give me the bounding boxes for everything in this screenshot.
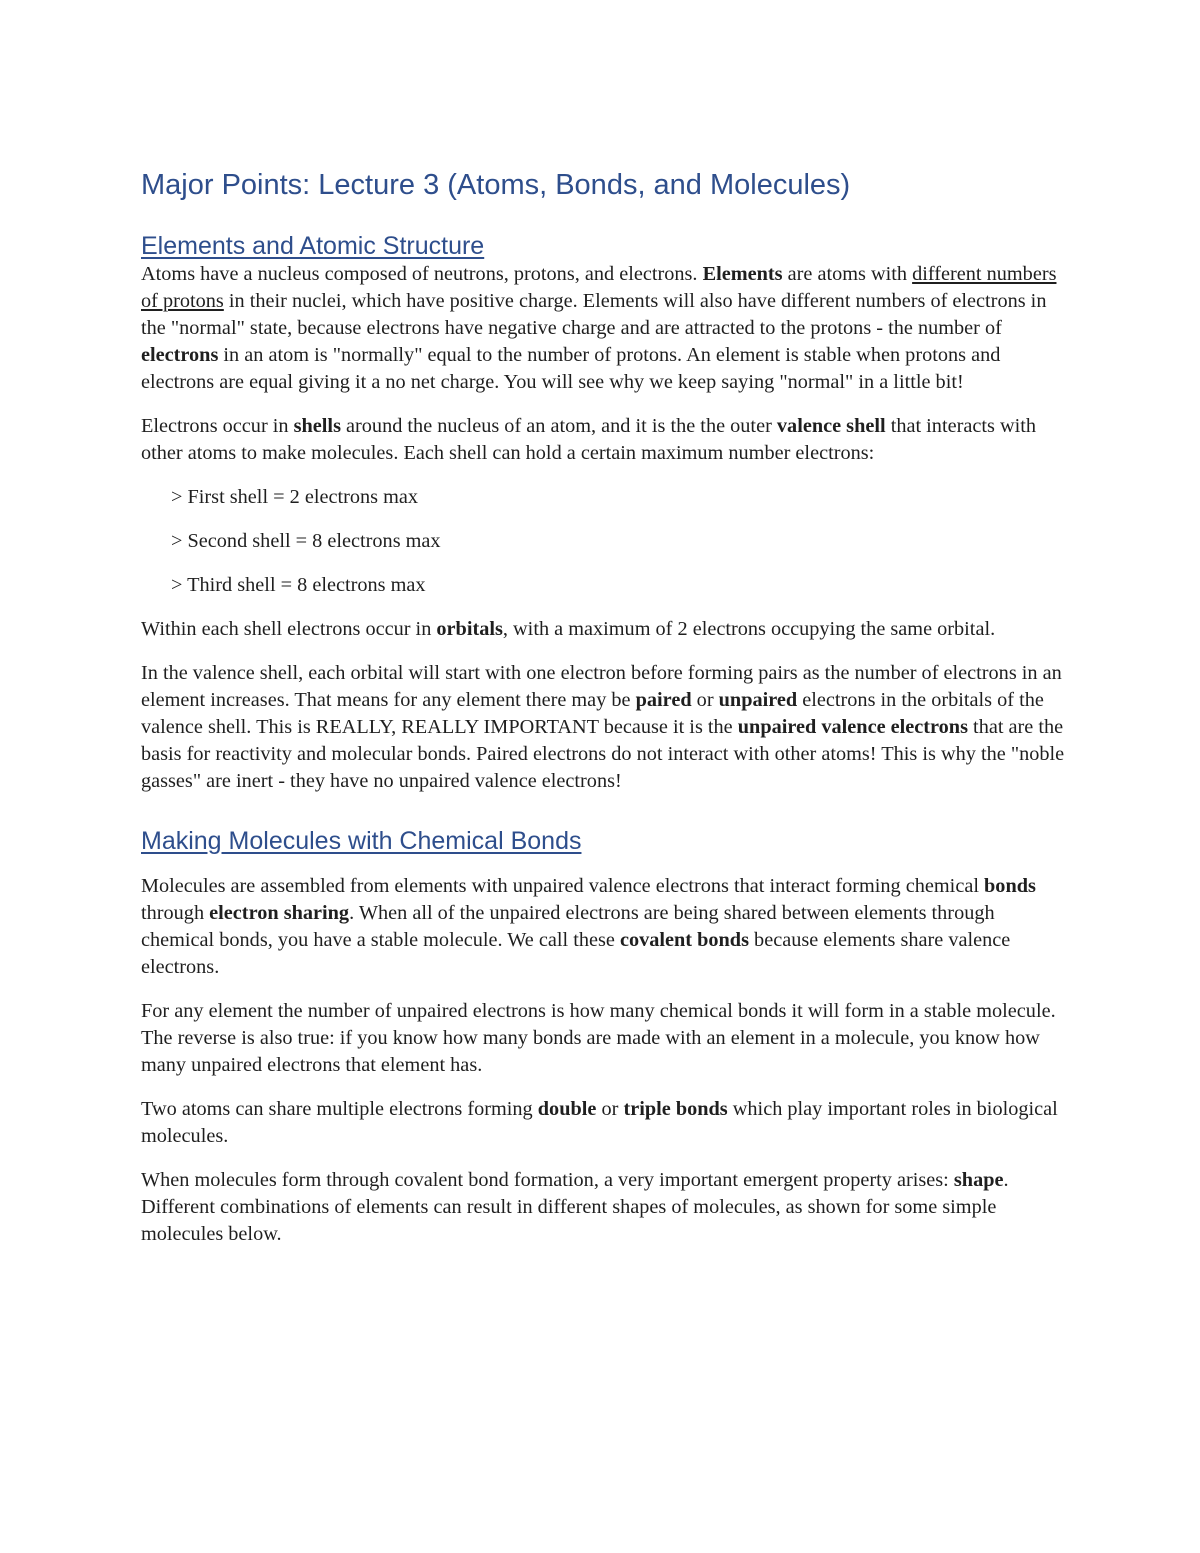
term-unpaired: unpaired (718, 689, 798, 711)
paragraph-orbitals: Within each shell electrons occur in orbitals, with a maximum of 2 electrons occupying the same orbital. (141, 618, 996, 640)
document-body (141, 166, 1066, 1265)
term-bonds: bonds (984, 875, 1036, 897)
term-shells: shells (293, 415, 341, 437)
section-heading-bonds: Making Molecules with Chemical Bonds (141, 827, 582, 855)
list-item: > Third shell = 8 electrons max (171, 574, 426, 596)
list-item: > Second shell = 8 electrons max (171, 530, 441, 552)
paragraph-unpaired-bonds: For any element the number of unpaired electrons is how many chemical bonds it will form in a stable molecule. The reverse is also true: if you know how many bonds are made with an element in a molecule, you know how many unpaired electrons that element has. (141, 1000, 1056, 1076)
term-unpaired-valence-electrons: unpaired valence electrons (737, 716, 968, 738)
term-valence-shell: valence shell (776, 415, 886, 437)
paragraph-molecules: Molecules are assembled from elements with unpaired valence electrons that interact forming chemical bonds through electron sharing. When all of the unpaired electrons are being shared between elements through chemical bonds, you have a stable molecule. We call these covalent bonds because elements share valence electrons. (141, 875, 1036, 978)
paragraph-atoms: Atoms have a nucleus composed of neutrons, protons, and electrons. Elements are atoms with different numbers of protons in their nuclei, which have positive charge. Elements will also have different numbers of electrons in the "normal" state, because electrons have negative charge and are attracted to the protons - the number of electrons in an atom is "normally" equal to the number of protons. An element is stable when protons and electrons are equal giving it a no net charge. You will see why we keep saying "normal" in a little bit! (141, 263, 1057, 393)
term-double: double (537, 1098, 597, 1120)
term-electrons: electrons (141, 344, 219, 366)
term-covalent-bonds: covalent bonds (619, 929, 749, 951)
page-title: Major Points: Lecture 3 (Atoms, Bonds, and Molecules) (141, 169, 851, 201)
term-elements: Elements (702, 263, 783, 285)
paragraph-valence: In the valence shell, each orbital will start with one electron before forming pairs as the number of electrons in an element increases. That means for any element there may be paired or unpaired electrons in the orbitals of the valence shell. This is REALLY, REALLY IMPORTANT because it is the unpaired valence electrons that are the basis for reactivity and molecular bonds. Paired electrons do not interact with other atoms! This is why the "noble gasses" are inert - they have no unpaired valence electrons! (141, 662, 1065, 792)
term-shape: shape (953, 1169, 1004, 1191)
section-heading-elements: Elements and Atomic Structure (141, 232, 485, 260)
term-electron-sharing: electron sharing (209, 902, 350, 924)
term-triple-bonds: triple bonds (623, 1098, 728, 1120)
list-item: > First shell = 2 electrons max (171, 486, 419, 508)
paragraph-multiple-bonds: Two atoms can share multiple electrons forming double or triple bonds which play important roles in biological molecules. (141, 1098, 1058, 1147)
underlined-phrase: different numbers of protons (141, 263, 1057, 312)
term-paired: paired (635, 689, 692, 711)
term-orbitals: orbitals (436, 618, 503, 640)
paragraph-shells: Electrons occur in shells around the nucleus of an atom, and it is the the outer valence shell that interacts with other atoms to make molecules. Each shell can hold a certain maximum number electrons: (141, 415, 1037, 464)
paragraph-shape: When molecules form through covalent bond formation, a very important emergent property arises: shape. Different combinations of elements can result in different shapes of molecules, as shown for some simple molecules below. (141, 1169, 1009, 1245)
